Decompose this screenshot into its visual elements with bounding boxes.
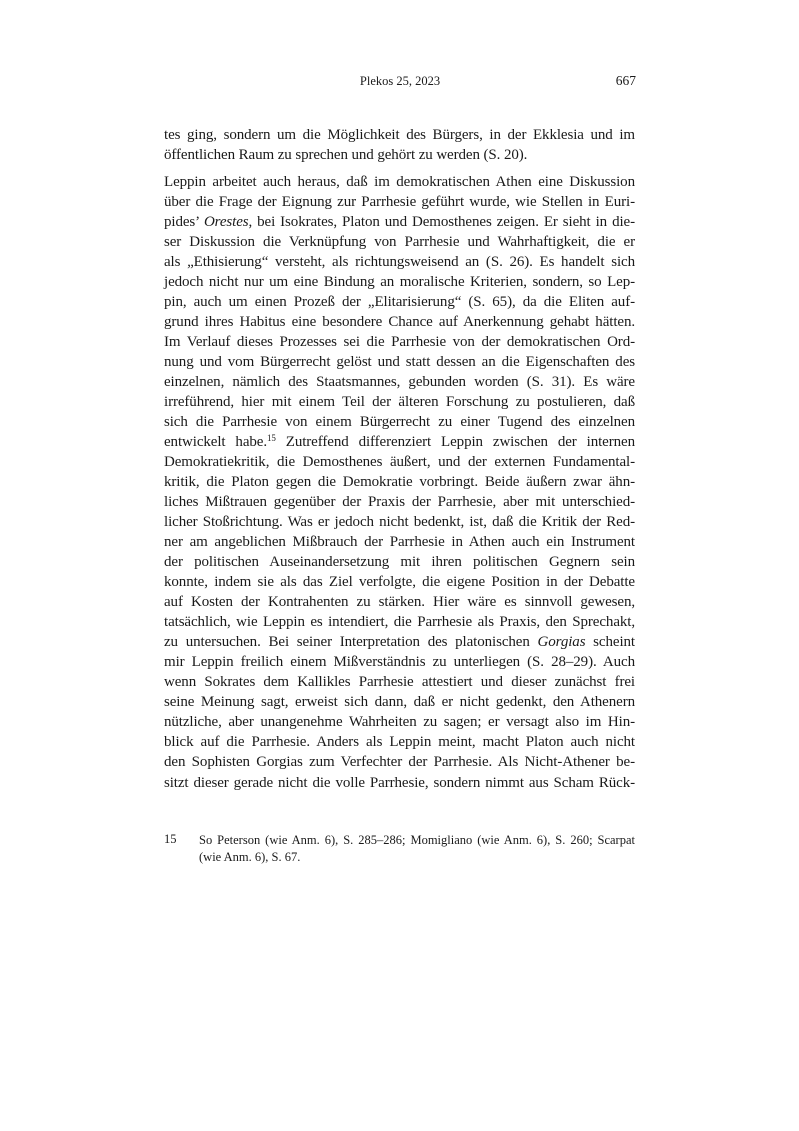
text-line: ner am angeblichen Mißbrauch der Parrhesie in Athen auch ein Instrument [164, 534, 635, 551]
running-title: Plekos 25, 2023 [359, 74, 441, 88]
text-line: pin, auch um einen Prozeß der „Elitarisierung“ (S. 65), da die Eliten auf- [164, 294, 635, 311]
text-line: seine Meinung sagt, erweist sich dann, daß er nicht gedenkt, den Athenern [164, 694, 635, 711]
text-line: wenn Sokrates dem Kallikles Parrhesie attestiert und dieser zunächst frei [164, 674, 635, 691]
text-line: einzelnen, nämlich des Staatsmannes, gebunden worden (S. 31). Es wäre [164, 374, 635, 391]
text-line: ser Diskussion die Verknüpfung von Parrhesie und Wahrhaftigkeit, die er [164, 234, 635, 251]
running-header [164, 74, 636, 92]
text-line: entwickelt habe.$^{15}$ Zutreffend differenziert Leppin zwischen der internen [164, 433, 635, 451]
text-line: Demokratiekritik, die Demosthenes äußert, und der externen Fundamental- [164, 454, 635, 471]
text-line: nung und vom Bürgerrecht gelöst und statt dessen an die Eigenschaften des [164, 354, 635, 371]
text-line: auf Kosten der Kontrahenten zu stärken. Hier wäre es sinnvoll gewesen, [164, 594, 635, 611]
text-line: licher Stoßrichtung. Was er jedoch nicht bedenkt, ist, daß die Kritik der Red- [164, 514, 635, 531]
italic-title: Gorgias [537, 634, 586, 651]
footnote-ref[interactable]: 15 [267, 433, 276, 444]
text-line: pides’ Orestes, bei Isokrates, Platon und Demosthenes zeigen. Er sieht in die- [164, 214, 635, 231]
text-line: liches Mißtrauen gegenüber der Praxis der Parrhesie, aber mit unterschied- [164, 494, 635, 511]
text-line: sitzt dieser gerade nicht die volle Parrhesie, sondern nimmt aus Scham Rück- [164, 774, 635, 791]
text-line: jedoch nicht nur um eine Bindung an moralische Kriterien, sondern, so Lep- [164, 274, 635, 291]
text-line: blick auf die Parrhesie. Anders als Leppin meint, macht Platon auch nicht [164, 734, 635, 751]
text-line: Im Verlauf dieses Prozesses sei die Parrhesie von der demokratischen Ord- [164, 334, 635, 351]
paragraph [164, 172, 635, 792]
footnote-line: (wie Anm. 6), S. 67. [199, 850, 301, 864]
body-text [164, 125, 635, 800]
text-line: tes ging, sondern um die Möglichkeit des Bürgers, in der Ekklesia und im [164, 127, 635, 143]
text-line: nützliche, aber unangenehme Wahrheiten zu sagen; er versagt also im Hin- [164, 714, 635, 731]
text-line: konnte, indem sie als das Ziel verfolgte, die eigene Position in der Debatte [164, 574, 635, 591]
text-line: kritik, die Platon gegen die Demokratie vorbringt. Beide äußern zwar ähn- [164, 474, 635, 491]
text-line: sich die Parrhesie von einem Bürgerrecht zu einer Tugend des einzelnen [164, 414, 635, 431]
footnote [164, 832, 635, 866]
text-line: Leppin arbeitet auch heraus, daß im demokratischen Athen eine Diskussion [164, 174, 635, 191]
text-line: mir Leppin freilich einem Mißverständnis zu unterliegen (S. 28–29). Auch [164, 654, 635, 671]
footnote-number: 15 [164, 832, 177, 846]
text-line: grund ihres Habitus eine besondere Chance auf Anerkennung gehabt hätten. [164, 314, 635, 331]
text-line: über die Frage der Eignung zur Parrhesie geführt wurde, wie Stellen in Euri- [164, 194, 635, 211]
paragraph [164, 125, 635, 165]
footnote-text [199, 832, 635, 866]
text-line: irreführend, hier mit einem Teil der älteren Forschung zu postulieren, daß [164, 394, 635, 411]
text-line: zu untersuchen. Bei seiner Interpretation des platonischen Gorgias scheint [164, 634, 635, 651]
text-line: öffentlichen Raum zu sprechen und gehört zu werden (S. 20). [164, 147, 528, 164]
text-line: der politischen Auseinandersetzung mit ihren politischen Gegnern sein [164, 554, 635, 571]
text-line: als „Ethisierung“ versteht, als richtungsweisend an (S. 26). Es handelt sich [164, 254, 635, 271]
text-line: tatsächlich, wie Leppin es intendiert, die Parrhesie als Praxis, den Sprechakt, [164, 614, 635, 631]
italic-title: Orestes [203, 214, 249, 231]
text-line: den Sophisten Gorgias zum Verfechter der Parrhesie. Als Nicht-Athener be- [164, 754, 635, 771]
footnote-line: So Peterson (wie Anm. 6), S. 285–286; Momigliano (wie Anm. 6), S. 260; Scarpat [199, 833, 635, 847]
page-number: 667 [615, 73, 636, 88]
